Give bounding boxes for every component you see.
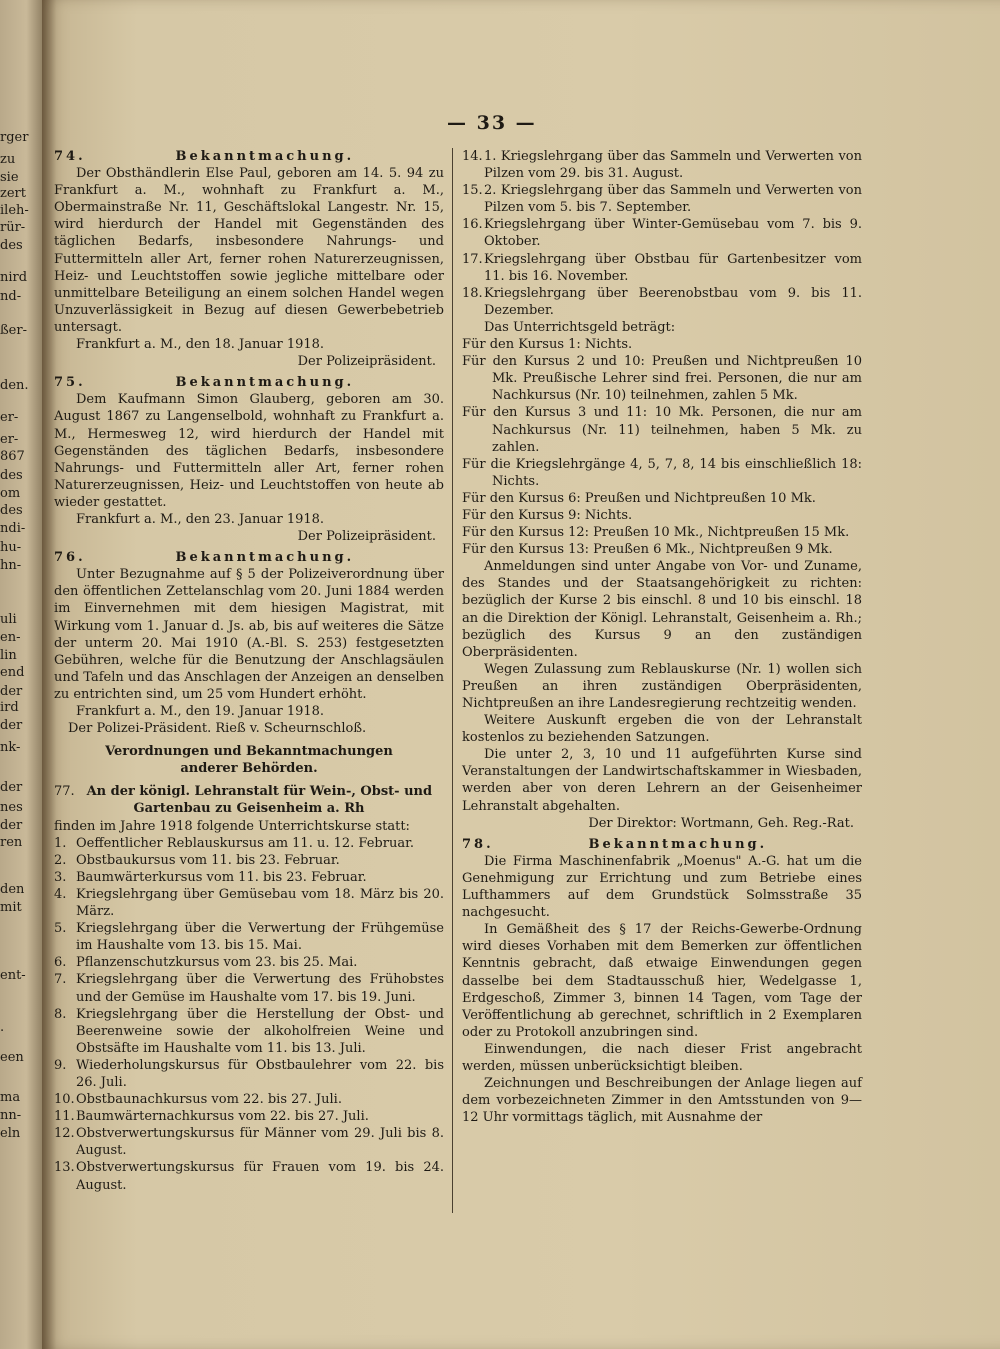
fee-line: Für den Kursus 2 und 10: Preußen und Nichtpreußen 10 Mk. Preußische Lehrer sind frei. Personen, die nur am Nachkursus (Nr. 10) teilnehmen, zahlen 5 Mk.	[462, 354, 862, 404]
notice-75	[54, 374, 444, 545]
course-item	[54, 869, 444, 886]
course-item	[54, 971, 444, 1005]
previous-page-fragment: ileh-	[0, 203, 29, 218]
course-item	[462, 251, 862, 285]
previous-page-fragment: hu-	[0, 540, 22, 555]
admission-paragraph: Wegen Zulassung zum Reblauskurse (Nr. 1) wollen sich Preußen an ihren zuständigen Oberpräsidenten, Nichtpreußen an ihre Landesregierung rechtzeitig wenden.	[462, 661, 862, 711]
previous-page-fragment: en-	[0, 630, 21, 645]
course-text: Obstverwertungskursus für Frauen vom 19. bis 24. August.	[76, 1160, 444, 1193]
notice-number: 74.	[54, 149, 86, 164]
course-text: Oeffentlicher Reblauskursus am 11. u. 12. Februar.	[76, 835, 414, 851]
course-list-continued	[462, 148, 862, 319]
director-signature: Der Direktor: Wortmann, Geh. Reg.-Rat.	[588, 815, 854, 831]
course-text: Kriegslehrgang über Winter-Gemüsebau vom 7. bis 9. Oktober.	[484, 217, 862, 250]
course-number: 8.	[54, 1006, 67, 1022]
previous-page-fragment: des	[0, 468, 23, 483]
course-text: Obstbaukursus vom 11. bis 23. Februar.	[76, 852, 340, 868]
course-item	[54, 1108, 444, 1125]
notice-heading: An der königl. Lehranstalt für Wein-, Obst- und Gartenbau zu Geisenheim a. Rh	[86, 784, 433, 817]
course-number: 16.	[462, 217, 483, 233]
chamber-paragraph: Die unter 2, 3, 10 und 11 aufgeführten Kurse sind Veranstaltungen der Landwirtschaftskammer in Wiesbaden, werden aber von deren Lehrern an der Geisenheimer Lehranstalt abgehalten.	[462, 747, 862, 814]
previous-page-fragment: hn-	[0, 558, 22, 573]
previous-page-fragment: mit	[0, 900, 22, 915]
course-item	[54, 954, 444, 971]
notice-body: Dem Kaufmann Simon Glauberg, geboren am 30. August 1867 zu Langenselbold, wohnhaft zu Frankfurt a. M., Hermesweg 12, wird hierdurch der Handel mit Gegenständen des täglichen Bedarfs, insbesondere Nahrungs- und Futtermitteln aller Art, ferner rohen Naturerzeugnissen, Heiz- und Leuchtstoffen von heute ab wieder gestattet.	[54, 392, 444, 510]
previous-page-fragment: des	[0, 238, 23, 253]
course-number: 3.	[54, 869, 67, 885]
notice-78	[462, 836, 862, 1127]
previous-page-fragment: zu	[0, 152, 16, 167]
previous-page-fragment: der	[0, 780, 23, 795]
previous-page-fragment: ßer-	[0, 323, 27, 338]
fee-line: Für den Kursus 6: Preußen und Nichtpreußen 10 Mk.	[462, 490, 816, 506]
previous-page-fragment: lin	[0, 648, 17, 663]
notice-paragraph: Die Firma Maschinenfabrik „Moenus" A.-G. hat um die Genehmigung zur Errichtung und zum Betriebe eines Lufthammers auf dem Grundstück Solmsstraße 35 nachgesucht.	[462, 853, 862, 921]
course-number: 6.	[54, 955, 67, 971]
previous-page-fragment: er-	[0, 432, 19, 447]
previous-page-fragment: sie	[0, 170, 19, 185]
previous-page-fragment: den.	[0, 378, 29, 393]
course-item	[54, 1057, 444, 1091]
course-text: Baumwärterkursus vom 11. bis 23. Februar.	[76, 869, 367, 885]
fee-line: Für die Kriegslehrgänge 4, 5, 7, 8, 14 bis einschließlich 18: Nichts.	[462, 456, 862, 489]
course-number: 1.	[54, 835, 67, 851]
notice-number: 77.	[54, 784, 75, 800]
previous-page-fragment: end	[0, 665, 25, 680]
notice-title: Bekanntmachung.	[175, 375, 355, 391]
course-item	[462, 148, 862, 182]
previous-page-fragment: der	[0, 684, 23, 699]
previous-page-fragment: .	[0, 1020, 5, 1035]
previous-page-fragment: zert	[0, 186, 26, 201]
course-item	[54, 1159, 444, 1193]
previous-page-fragment: een	[0, 1050, 24, 1065]
information-paragraph: Weitere Auskunft ergeben die von der Lehranstalt kostenlos zu beziehenden Satzungen.	[462, 713, 862, 746]
notice-signature: Der Polizeipräsident.	[297, 354, 436, 370]
course-item	[54, 886, 444, 920]
fee-line: Für den Kursus 9: Nichts.	[462, 507, 633, 523]
right-column	[462, 148, 862, 1126]
notice-number: 75.	[54, 375, 86, 391]
previous-page-fragment: ent-	[0, 968, 26, 983]
notice-signature: Der Polizei-Präsident. Rieß v. Scheurnschloß.	[68, 721, 367, 737]
previous-page-fragment: er-	[0, 410, 19, 425]
course-number: 11.	[54, 1109, 75, 1125]
notice-paragraph: Einwendungen, die nach dieser Frist angebracht werden, müssen unberücksichtigt bleiben.	[462, 1041, 862, 1074]
course-item	[54, 1125, 444, 1159]
course-number: 10.	[54, 1092, 75, 1108]
section-title: Verordnungen und Bekanntmachungen anderer Behörden.	[105, 744, 393, 777]
previous-page-fragment: nk-	[0, 740, 21, 755]
course-number: 4.	[54, 886, 67, 902]
course-number: 15.	[462, 183, 483, 199]
previous-page-fragment: ird	[0, 700, 19, 715]
course-item	[54, 835, 444, 852]
notice-title: Bekanntmachung.	[175, 550, 355, 566]
previous-page-fragment: nn-	[0, 1108, 22, 1123]
previous-page-fragment: den	[0, 882, 25, 897]
course-number: 12.	[54, 1126, 75, 1142]
previous-page-fragment: der	[0, 818, 23, 833]
previous-page-fragment: ren	[0, 835, 23, 850]
fee-line: Für den Kursus 13: Preußen 6 Mk., Nichtpreußen 9 Mk.	[462, 542, 833, 558]
previous-page-fragment: ndi-	[0, 521, 26, 536]
notice-number: 78.	[462, 836, 494, 852]
notice-body: Der Obsthändlerin Else Paul, geboren am 14. 5. 94 zu Frankfurt a. M., wohnhaft zu Frankfurt a. M., Obermainstraße Nr. 11, Geschäftslokal Langestr. Nr. 15, wird hierdurch der Handel mit Gegenständen des täglichen Bedarfs, insbesondere Nahrungs- und Futtermitteln aller Art, ferner rohen Naturerzeugnissen, Heiz- und Leuchtstoffen sowie jegliche mittelbare oder unmittelbare Beteiligung an einem solchen Handel wegen Unzuverlässigkeit in Bezug auf diesen Gewerbebetrieb untersagt.	[54, 166, 444, 335]
course-item	[54, 1091, 444, 1108]
notice-body: Unter Bezugnahme auf § 5 der Polizeiverordnung über den öffentlichen Zettelanschlag vom 20. Juni 1884 werden im Einvernehmen mit dem hiesigen Magistrat, mit Wirkung vom 1. Januar d. Js. ab, bis auf weiteres die Sätze der unterm 20. Mai 1910 (A.-Bl. S. 253) festgesetzten Gebühren, welche für die Benutzung der Anschlagsäulen und Tafeln und das Anschlagen der Anzeigen an denselben zu entrichten sind, um 25 vom Hundert erhöht.	[54, 567, 444, 702]
course-text: 1. Kriegslehrgang über das Sammeln und Verwerten von Pilzen vom 29. bis 31. August.	[484, 149, 862, 182]
fee-line: Für den Kursus 12: Preußen 10 Mk., Nichtpreußen 15 Mk.	[462, 525, 850, 541]
course-item	[462, 216, 862, 250]
fee-line: Für den Kursus 1: Nichts.	[462, 337, 633, 353]
previous-page-edge	[0, 0, 44, 1349]
notice-74	[54, 148, 444, 370]
course-number: 7.	[54, 972, 67, 988]
course-number: 2.	[54, 852, 67, 868]
course-text: Wiederholungskursus für Obstbaulehrer vom 22. bis 26. Juli.	[76, 1057, 444, 1090]
course-text: Kriegslehrgang über Beerenobstbau vom 9. bis 11. Dezember.	[484, 285, 862, 318]
course-text: Baumwärternachkursus vom 22. bis 27. Juli.	[76, 1109, 369, 1125]
previous-page-fragment: nd-	[0, 289, 22, 304]
notice-signature: Der Polizeipräsident.	[297, 529, 436, 545]
course-text: Pflanzenschutzkursus vom 23. bis 25. Mai.	[76, 955, 358, 971]
course-text: Kriegslehrgang über Obstbau für Gartenbesitzer vom 11. bis 16. November.	[484, 251, 862, 284]
fee-line: Für den Kursus 3 und 11: 10 Mk. Personen, die nur am Nachkursus (Nr. 11) teilnehmen, haben 5 Mk. zu zahlen.	[462, 405, 862, 455]
notice-title: Bekanntmachung.	[588, 836, 768, 852]
previous-page-fragment: rger	[0, 130, 29, 145]
course-list	[54, 835, 444, 1194]
previous-page-fragment: nird	[0, 270, 28, 285]
notice-paragraph: In Gemäßheit des § 17 der Reichs-Gewerbe-Ordnung wird dieses Vorhaben mit dem Bemerken zur öffentlichen Kenntnis gebracht, daß etwaige Einwendungen gegen dasselbe bei dem Stadtausschuß hier, Wedelgasse 1, Erdgeschoß, Zimmer 3, binnen 14 Tagen, vom Tage der Veröffentlichung ab gerechnet, schriftlich in 2 Exemplaren oder zu Protokoll anzubringen sind.	[462, 922, 862, 1040]
course-number: 5.	[54, 921, 67, 937]
previous-page-fragment: uli	[0, 612, 17, 627]
previous-page-fragment: 867	[0, 449, 25, 464]
course-text: Kriegslehrgang über die Herstellung der Obst- und Beerenweine sowie der alkoholfreien Weine und Obstsäfte im Haushalte vom 11. bis 13. Juli.	[76, 1006, 444, 1056]
notice-title: Bekanntmachung.	[175, 149, 355, 164]
course-text: 2. Kriegslehrgang über das Sammeln und Verwerten von Pilzen vom 5. bis 7. September.	[484, 183, 862, 216]
course-number: 13.	[54, 1160, 75, 1176]
left-column	[54, 148, 444, 1194]
course-number: 9.	[54, 1057, 67, 1073]
notice-date: Frankfurt a. M., den 18. Januar 1918.	[76, 337, 325, 353]
course-text: Kriegslehrgang über die Verwertung der Frühgemüse im Haushalte vom 13. bis 15. Mai.	[76, 921, 444, 954]
course-text: Obstverwertungskursus für Männer vom 29. Juli bis 8. August.	[76, 1126, 444, 1159]
course-item	[462, 285, 862, 319]
notice-paragraph: Zeichnungen und Beschreibungen der Anlage liegen auf dem vorbezeichneten Zimmer in den Amtsstunden von 9—12 Uhr vormittags täglich, mit Ausnahme der	[462, 1076, 862, 1126]
notice-date: Frankfurt a. M., den 19. Januar 1918.	[76, 704, 325, 719]
course-text: Kriegslehrgang über Gemüsebau vom 18. März bis 20. März.	[76, 886, 444, 920]
previous-page-fragment: nes	[0, 800, 23, 815]
course-item	[54, 852, 444, 869]
course-item	[54, 920, 444, 954]
document-page	[42, 0, 1000, 1349]
column-divider	[452, 148, 453, 1213]
course-text: Kriegslehrgang über die Verwertung des Frühobstes und der Gemüse im Haushalte vom 17. bis 19. Juni.	[76, 972, 444, 1005]
registration-paragraph: Anmeldungen sind unter Angabe von Vor- und Zuname, des Standes und der Staatsangehörigkeit zu richten: bezüglich der Kurse 2 bis einschl. 8 und 10 bis einschl. 18 an die Direktion der Königl. Lehranstalt, Geisenheim a. Rh.; bezüglich des Kursus 9 an den zuständigen Oberpräsidenten.	[462, 559, 862, 660]
course-item	[462, 182, 862, 216]
notice-intro: finden im Jahre 1918 folgende Unterrichtskurse statt:	[54, 818, 410, 834]
previous-page-fragment: eln	[0, 1126, 21, 1141]
previous-page-fragment: ma	[0, 1090, 21, 1105]
previous-page-fragment: des	[0, 503, 23, 518]
notice-date: Frankfurt a. M., den 23. Januar 1918.	[76, 511, 325, 527]
course-number: 14.	[462, 149, 483, 164]
course-number: 17.	[462, 251, 483, 267]
fee-intro: Das Unterrichtsgeld beträgt:	[484, 319, 676, 335]
page-number: — 33 —	[447, 112, 537, 134]
notice-number: 76.	[54, 550, 86, 566]
previous-page-fragment: rür-	[0, 220, 26, 235]
previous-page-fragment: om	[0, 486, 21, 501]
notice-77	[54, 783, 444, 1193]
course-text: Obstbaunachkursus vom 22. bis 27. Juli.	[76, 1092, 342, 1108]
previous-page-fragment: der	[0, 718, 23, 733]
notice-77-heading-line	[54, 783, 444, 817]
course-number: 18.	[462, 285, 483, 301]
fee-list	[462, 336, 862, 558]
notice-76	[54, 549, 444, 737]
course-item	[54, 1006, 444, 1057]
